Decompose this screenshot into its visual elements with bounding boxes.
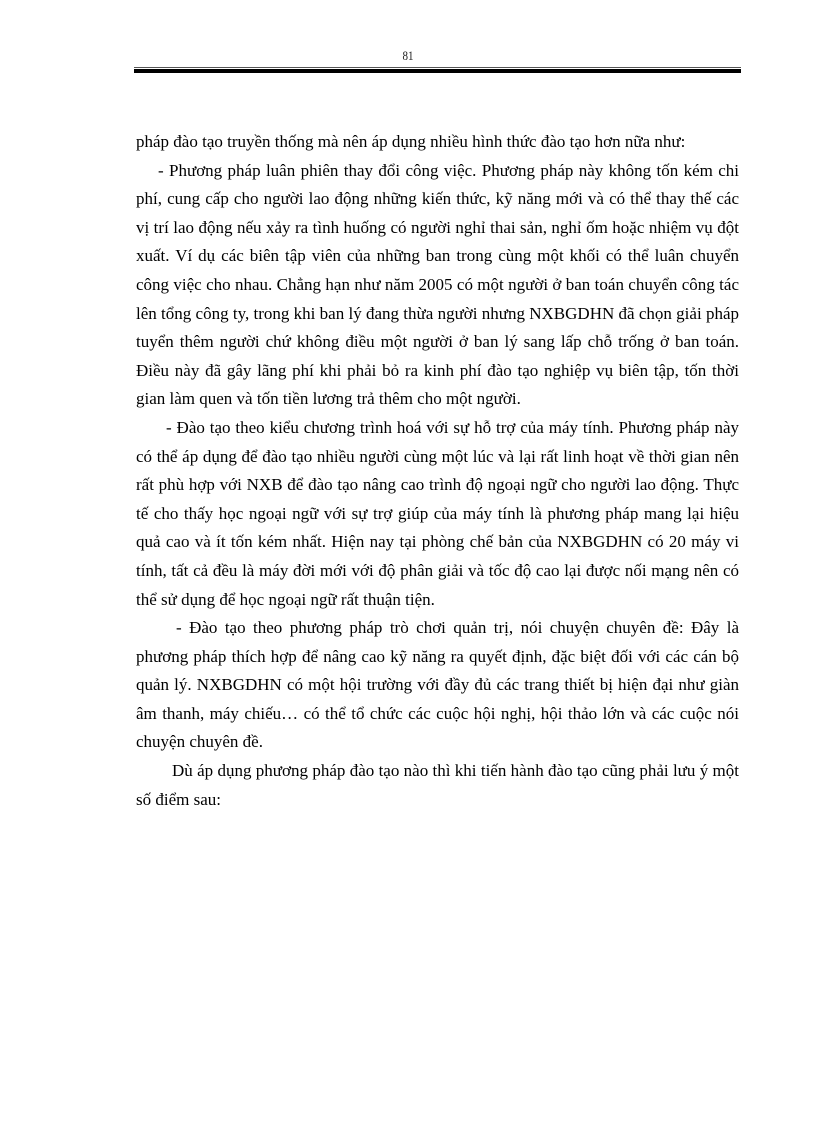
paragraph-computer-training: - Đào tạo theo kiểu chương trình hoá với sự hỗ trợ của máy tính. Phương pháp này có thể áp dụng để đào tạo nhiều người cùng một lúc và lại rất linh hoạt về thời gian nên rất phù hợp với NXB để đào tạo nâng cao trình độ ngoại ngữ cho người lao động. Thực tế cho thấy học ngoại ngữ với sự trợ giúp của máy tính là phương pháp mang lại hiệu quả cao và ít tốn kém nhất. Hiện nay tại phòng chế bản của NXBGDHN có 20 máy vi tính, tất cả đều là máy đời mới với độ phân giải và tốc độ cao lại được nối mạng nên có thể sử dụng để học ngoại ngữ rất thuận tiện. — [136, 417, 739, 609]
page-number: 81 — [402, 48, 414, 63]
body-text — [136, 128, 739, 814]
paragraph-job-rotation: - Phương pháp luân phiên thay đổi công việc. Phương pháp này không tốn kém chi phí, cung cấp cho người lao động những kiến thức, kỹ năng mới và có thể thay thế các vị trí lao động nếu xảy ra tình huống có người nghỉ thai sản, nghỉ ốm hoặc nhiệm vụ đột xuất. Ví dụ các biên tập viên của những ban trong cùng một khối có thể luân chuyển công việc cho nhau. Chẳng hạn như năm 2005 có một người ở ban toán chuyển công tác lên tổng công ty, trong khi ban lý đang thừa người nhưng NXBGDHN đã chọn giải pháp tuyển thêm người chứ không điều một người ở ban lý sang lấp chỗ trống ở ban toán. Điều này đã gây lãng phí khi phải bỏ ra kinh phí đào tạo nghiệp vụ biên tập, tốn thời gian làm quen và tốn tiền lương trả thêm cho một người. — [136, 160, 739, 409]
paragraph-management-games: - Đào tạo theo phương pháp trò chơi quản trị, nói chuyện chuyên đề: Đây là phương pháp thích hợp để nâng cao kỹ năng ra quyết định, đặc biệt đối với các cán bộ quản lý. NXBGDHN có một hội trường với đầy đủ các trang thiết bị hiện đại như giàn âm thanh, máy chiếu… có thể tổ chức các cuộc hội nghị, hội thảo lớn và các cuộc nói chuyện chuyên đề. — [136, 618, 739, 752]
paragraph-continuation: pháp đào tạo truyền thống mà nên áp dụng nhiều hình thức đào tạo hơn nữa như: — [136, 132, 686, 151]
header-rule-thick — [134, 69, 741, 73]
header-rule-thin — [134, 67, 741, 68]
paragraph-notes-intro: Dù áp dụng phương pháp đào tạo nào thì khi tiến hành đào tạo cũng phải lưu ý một số điểm sau: — [136, 761, 739, 809]
